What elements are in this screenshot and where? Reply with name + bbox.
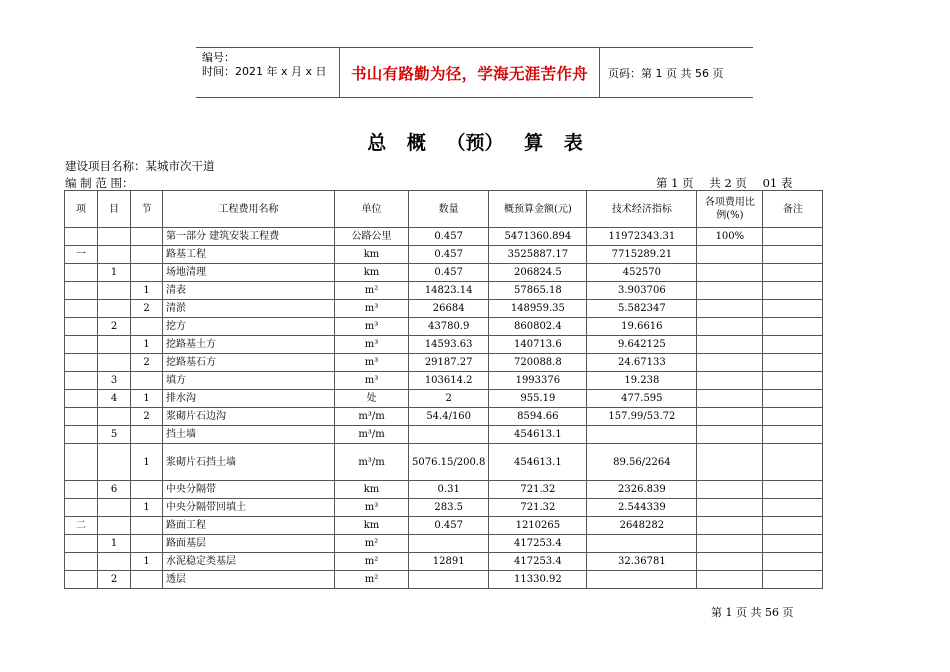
cell-amount: 955.19 (489, 390, 587, 408)
cell-qty: 0.457 (409, 228, 489, 246)
cell-qty: 0.457 (409, 517, 489, 535)
cell-section: 2 (131, 300, 163, 318)
cell-section (131, 264, 163, 282)
cell-sub (98, 336, 131, 354)
cell-item (65, 553, 98, 571)
cell-index: 19.6616 (587, 318, 697, 336)
cell-section (131, 228, 163, 246)
cell-amount: 11330.92 (489, 571, 587, 589)
column-header-sub: 目 (98, 191, 131, 228)
cell-note (763, 300, 823, 318)
cell-name: 中央分隔带 (163, 481, 335, 499)
table-row (65, 318, 823, 336)
cell-ratio (697, 408, 763, 426)
time-label: 时间：2021 年 x 月 x 日 (202, 65, 327, 78)
cell-unit: m² (335, 282, 409, 300)
cell-qty: 0.31 (409, 481, 489, 499)
table-row (65, 282, 823, 300)
cell-ratio (697, 354, 763, 372)
table-row (65, 517, 823, 535)
cell-name: 排水沟 (163, 390, 335, 408)
cell-index: 477.595 (587, 390, 697, 408)
cell-sub: 3 (98, 372, 131, 390)
cell-name: 浆砌片石挡土墙 (163, 444, 335, 481)
cell-qty: 26684 (409, 300, 489, 318)
cell-ratio (697, 282, 763, 300)
cell-section (131, 571, 163, 589)
cell-note (763, 228, 823, 246)
cell-name: 清淤 (163, 300, 335, 318)
cell-sub (98, 246, 131, 264)
cell-note (763, 354, 823, 372)
cell-section (131, 517, 163, 535)
table-row (65, 228, 823, 246)
table-row (65, 372, 823, 390)
cell-sub (98, 354, 131, 372)
cell-amount: 1210265 (489, 517, 587, 535)
cell-qty: 0.457 (409, 246, 489, 264)
cell-index: 2.544339 (587, 499, 697, 517)
cell-section (131, 318, 163, 336)
cell-item (65, 390, 98, 408)
cell-note (763, 282, 823, 300)
cell-name: 清表 (163, 282, 335, 300)
cell-note (763, 264, 823, 282)
cell-amount: 57865.18 (489, 282, 587, 300)
cell-sub: 5 (98, 426, 131, 444)
cell-ratio (697, 300, 763, 318)
cell-amount: 8594.66 (489, 408, 587, 426)
cell-unit: m³ (335, 499, 409, 517)
cell-ratio (697, 318, 763, 336)
column-header-unit: 单位 (335, 191, 409, 228)
cell-name: 路基工程 (163, 246, 335, 264)
table-row (65, 571, 823, 589)
cell-name: 路面基层 (163, 535, 335, 553)
cell-name: 第一部分 建筑安装工程费 (163, 228, 335, 246)
cell-item (65, 408, 98, 426)
cell-unit: m³/m (335, 408, 409, 426)
column-header-name: 工程费用名称 (163, 191, 335, 228)
cell-sub: 2 (98, 571, 131, 589)
cell-section: 1 (131, 553, 163, 571)
table-row (65, 390, 823, 408)
cell-ratio (697, 553, 763, 571)
cell-section: 1 (131, 336, 163, 354)
cell-qty: 29187.27 (409, 354, 489, 372)
cell-index: 452570 (587, 264, 697, 282)
cell-amount: 454613.1 (489, 444, 587, 481)
cell-unit: m³/m (335, 444, 409, 481)
column-header-amount: 概预算金额(元) (489, 191, 587, 228)
cell-note (763, 571, 823, 589)
cell-item (65, 535, 98, 553)
cell-item (65, 571, 98, 589)
cell-amount: 720088.8 (489, 354, 587, 372)
cell-item (65, 372, 98, 390)
cell-unit: m³ (335, 354, 409, 372)
table-row (65, 481, 823, 499)
cell-unit: m³ (335, 300, 409, 318)
cell-amount: 1993376 (489, 372, 587, 390)
table-row (65, 553, 823, 571)
table-number: 01 表 (762, 176, 793, 190)
cell-section (131, 372, 163, 390)
cell-amount: 860802.4 (489, 318, 587, 336)
cell-ratio (697, 517, 763, 535)
cell-unit: m³ (335, 318, 409, 336)
page-title: 总 概 （预） 算 表 (367, 132, 583, 154)
cell-note (763, 426, 823, 444)
table-row (65, 535, 823, 553)
column-header-qty: 数量 (409, 191, 489, 228)
cell-item: 二 (65, 517, 98, 535)
column-header-item: 项 (65, 191, 98, 228)
cell-item (65, 282, 98, 300)
cell-index: 7715289.21 (587, 246, 697, 264)
cell-amount: 3525887.17 (489, 246, 587, 264)
cell-sub (98, 300, 131, 318)
cell-sub (98, 228, 131, 246)
cell-amount: 148959.35 (489, 300, 587, 318)
table-row (65, 354, 823, 372)
cell-index: 2648282 (587, 517, 697, 535)
column-header-note: 备注 (763, 191, 823, 228)
header-slogan: 书山有路勤为径，学海无涯苦作舟 (339, 48, 600, 97)
cell-index: 89.56/2264 (587, 444, 697, 481)
cell-section: 1 (131, 390, 163, 408)
cell-note (763, 246, 823, 264)
cell-item: 一 (65, 246, 98, 264)
cell-name: 中央分隔带回填土 (163, 499, 335, 517)
cell-index: 9.642125 (587, 336, 697, 354)
table-row (65, 246, 823, 264)
cell-note (763, 499, 823, 517)
cell-ratio (697, 264, 763, 282)
cell-sub (98, 553, 131, 571)
cell-name: 挡土墙 (163, 426, 335, 444)
cell-unit: 公路公里 (335, 228, 409, 246)
cell-qty: 12891 (409, 553, 489, 571)
page-current: 第 1 页 (656, 176, 694, 190)
cell-item (65, 318, 98, 336)
cell-name: 水泥稳定类基层 (163, 553, 335, 571)
cell-ratio (697, 481, 763, 499)
table-row (65, 264, 823, 282)
cell-sub (98, 517, 131, 535)
cell-index: 3.903706 (587, 282, 697, 300)
cell-qty (409, 426, 489, 444)
cell-index: 24.67133 (587, 354, 697, 372)
cell-item (65, 228, 98, 246)
cell-unit: km (335, 246, 409, 264)
document-header (196, 47, 753, 98)
cell-section: 1 (131, 444, 163, 481)
project-name: 建设项目名称：某城市次干道 (65, 159, 215, 173)
cell-unit: m² (335, 535, 409, 553)
page-total: 共 2 页 (709, 176, 747, 190)
cell-ratio: 100% (697, 228, 763, 246)
cell-qty (409, 571, 489, 589)
cell-item (65, 481, 98, 499)
cell-sub: 1 (98, 535, 131, 553)
cell-index: 19.238 (587, 372, 697, 390)
cell-sub (98, 499, 131, 517)
cell-note (763, 481, 823, 499)
cell-sub (98, 408, 131, 426)
cell-amount: 417253.4 (489, 553, 587, 571)
cell-sub: 6 (98, 481, 131, 499)
cell-qty (409, 535, 489, 553)
cell-sub (98, 444, 131, 481)
cell-sub (98, 282, 131, 300)
cell-ratio (697, 444, 763, 481)
cell-item (65, 336, 98, 354)
cell-ratio (697, 336, 763, 354)
page-footer: 第 1 页 共 56 页 (711, 606, 794, 619)
cell-qty: 43780.9 (409, 318, 489, 336)
cell-note (763, 535, 823, 553)
table-row (65, 499, 823, 517)
cell-name: 挖方 (163, 318, 335, 336)
cell-index: 11972343.31 (587, 228, 697, 246)
cell-unit: km (335, 481, 409, 499)
cell-item (65, 300, 98, 318)
cell-index: 157.99/53.72 (587, 408, 697, 426)
cell-ratio (697, 535, 763, 553)
table-row (65, 444, 823, 481)
cell-name: 场地清理 (163, 264, 335, 282)
cell-ratio (697, 571, 763, 589)
column-header-ratio: 各项费用比例(%) (697, 191, 763, 228)
cell-note (763, 336, 823, 354)
cell-index (587, 571, 697, 589)
cell-name: 填方 (163, 372, 335, 390)
cell-section: 2 (131, 408, 163, 426)
cell-name: 透层 (163, 571, 335, 589)
cell-item (65, 354, 98, 372)
cell-item (65, 444, 98, 481)
cell-note (763, 390, 823, 408)
cell-unit: m³/m (335, 426, 409, 444)
cell-index (587, 426, 697, 444)
cell-ratio (697, 426, 763, 444)
estimate-table (64, 190, 823, 589)
cell-index: 2326.839 (587, 481, 697, 499)
cell-qty: 283.5 (409, 499, 489, 517)
cell-qty: 14593.63 (409, 336, 489, 354)
cell-name: 挖路基土方 (163, 336, 335, 354)
table-row (65, 300, 823, 318)
cell-amount: 140713.6 (489, 336, 587, 354)
cell-qty: 2 (409, 390, 489, 408)
cell-sub: 4 (98, 390, 131, 408)
table-row (65, 336, 823, 354)
cell-section (131, 481, 163, 499)
table-row (65, 408, 823, 426)
cell-section: 1 (131, 282, 163, 300)
cell-note (763, 408, 823, 426)
cell-qty: 14823.14 (409, 282, 489, 300)
cell-name: 路面工程 (163, 517, 335, 535)
cell-ratio (697, 499, 763, 517)
cell-index (587, 535, 697, 553)
cell-unit: m² (335, 571, 409, 589)
table-row (65, 426, 823, 444)
cell-note (763, 517, 823, 535)
cell-ratio (697, 372, 763, 390)
cell-name: 浆砌片石边沟 (163, 408, 335, 426)
header-page-code: 页码：第 1 页 共 56 页 (608, 66, 724, 80)
cell-amount: 721.32 (489, 481, 587, 499)
page-info (656, 175, 804, 191)
cell-unit: km (335, 264, 409, 282)
cell-unit: m³ (335, 372, 409, 390)
cell-section: 2 (131, 354, 163, 372)
cell-unit: m³ (335, 336, 409, 354)
cell-section (131, 535, 163, 553)
column-header-index: 技术经济指标 (587, 191, 697, 228)
cell-qty: 0.457 (409, 264, 489, 282)
cell-ratio (697, 246, 763, 264)
cell-qty: 54.4/160 (409, 408, 489, 426)
cell-index: 32.36781 (587, 553, 697, 571)
scope-label: 编 制 范 围： (65, 176, 134, 190)
cell-qty: 103614.2 (409, 372, 489, 390)
cell-qty: 5076.15/200.8 (409, 444, 489, 481)
cell-amount: 5471360.894 (489, 228, 587, 246)
cell-section (131, 246, 163, 264)
cell-unit: 处 (335, 390, 409, 408)
cell-note (763, 318, 823, 336)
cell-section: 1 (131, 499, 163, 517)
header-meta-cell (196, 48, 339, 97)
cell-amount: 417253.4 (489, 535, 587, 553)
cell-amount: 206824.5 (489, 264, 587, 282)
column-header-section: 节 (131, 191, 163, 228)
cell-amount: 721.32 (489, 499, 587, 517)
cell-note (763, 372, 823, 390)
cell-amount: 454613.1 (489, 426, 587, 444)
cell-unit: km (335, 517, 409, 535)
number-label: 编号： (202, 51, 235, 64)
cell-note (763, 444, 823, 481)
cell-ratio (697, 390, 763, 408)
cell-sub: 2 (98, 318, 131, 336)
cell-sub: 1 (98, 264, 131, 282)
cell-item (65, 264, 98, 282)
cell-name: 挖路基石方 (163, 354, 335, 372)
cell-note (763, 553, 823, 571)
cell-item (65, 426, 98, 444)
cell-item (65, 499, 98, 517)
cell-unit: m² (335, 553, 409, 571)
table-header-row (65, 191, 823, 228)
cell-index: 5.582347 (587, 300, 697, 318)
cell-section (131, 426, 163, 444)
